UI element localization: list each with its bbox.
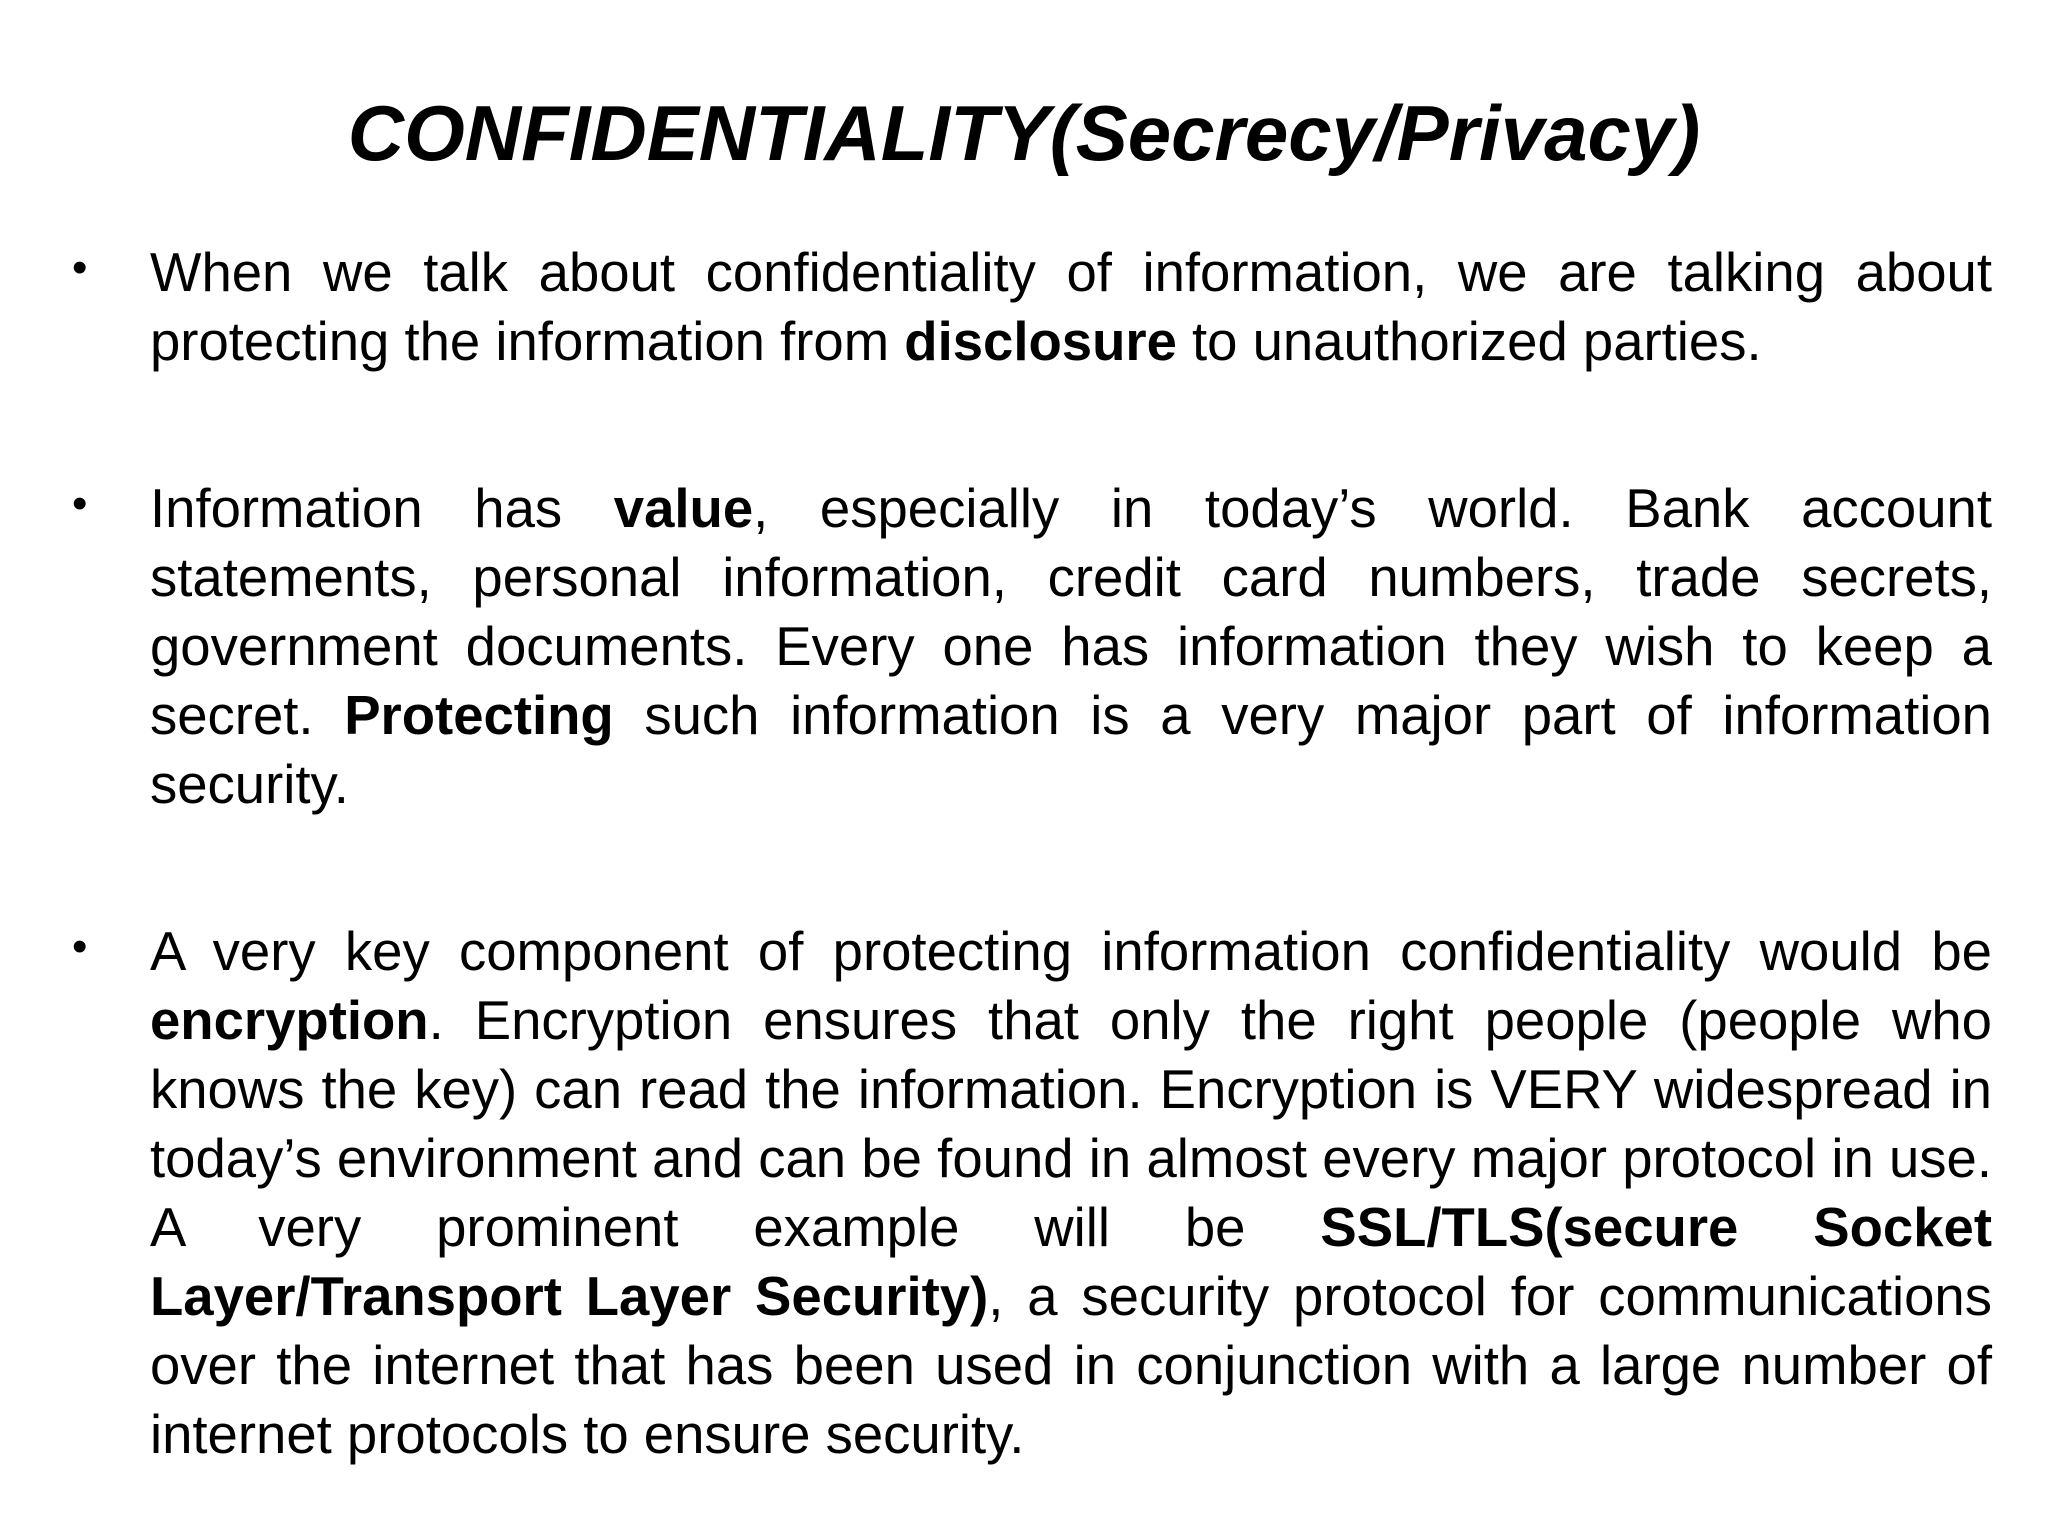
bullet-text-segment: , especially in today’s world. Bank account statements, personal information, credit card numbers, trade secrets, government documents. Every one has information they wish to keep a secret. [150,478,1993,746]
bullet-text-segment: to unauthorized parties. [1176,311,1762,372]
bullet-text-segment: A very key component of protecting information confidentiality would be [150,921,1992,982]
bullet-text-segment: Information has [150,478,614,539]
bullet-emphasis-protecting: Protecting [344,685,614,746]
bullet-item-disclosure [72,238,1992,376]
bullet-text [150,478,1992,815]
bullet-text [150,242,1992,372]
bullet-text-segment: When we talk about confidentiality of information, we are talking about protecting the information from [150,242,1992,372]
bullet-emphasis-encryption: encryption [150,990,429,1051]
bullet-marker: • [72,243,88,292]
bullet-text-segment: such information is a very major part of information security. [150,685,1992,815]
bullet-emphasis-disclosure: disclosure [904,311,1177,372]
bullet-text [150,921,1992,1465]
bullet-text-segment: , a security protocol for communications over the internet that has been used in conjunction with a large number of internet protocols to ensure security. [150,1266,1992,1465]
bullet-item-encryption [72,917,1992,1469]
bullet-list [72,238,1992,1469]
bullet-emphasis-value: value [613,478,754,539]
bullet-item-value [72,474,1992,819]
bullet-marker: • [72,479,88,528]
bullet-marker: • [72,922,88,971]
slide-title: CONFIDENTIALITY(Secrecy/Privacy) [347,89,1701,177]
bullet-text-segment: . Encryption ensures that only the right people (people who knows the key) can read the information. Encryption is VERY widespread in today’s environment and can be found in almost every major protocol in use. A very prominent example will be [150,990,1992,1258]
bullet-emphasis-ssl-tls: SSL/TLS(secure Socket Layer/Transport Layer Security) [150,1197,1992,1327]
